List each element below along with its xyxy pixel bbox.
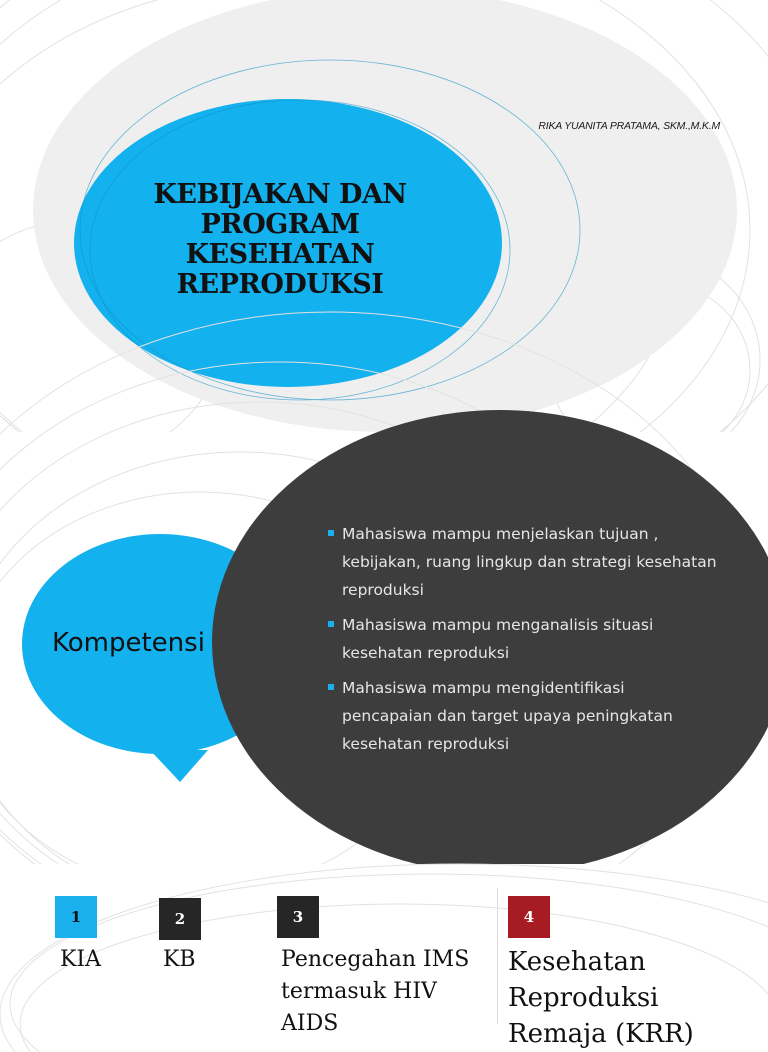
title-line: KEBIJAKAN DAN [153,179,407,210]
title-line: KESEHATAN [185,239,375,270]
competency-heading: Kompetensi [52,628,205,658]
competency-slide [0,432,768,864]
competency-list [328,520,718,765]
title-line: REPRODUKSI [176,269,384,300]
bullet-icon [328,530,334,536]
program-number-badge: 3 [277,896,319,938]
programs-slide [0,864,768,1049]
bullet-icon [328,684,334,690]
title-slide [0,0,768,432]
list-item: Mahasiswa mampu menjelaskan tujuan , kebijakan, ruang lingkup dan strategi kesehatan reproduksi [328,520,718,604]
presentation-title [120,180,440,300]
list-item: Mahasiswa mampu menganalisis situasi kesehatan reproduksi [328,611,718,667]
bullet-icon [328,621,334,627]
program-label: KIA [60,947,102,972]
program-number-badge: 1 [55,896,97,938]
list-item: Mahasiswa mampu mengidentifikasi pencapaian dan target upaya peningkatan kesehatan reproduksi [328,674,718,758]
title-line: PROGRAM [200,209,360,240]
program-number-badge: 2 [159,898,201,940]
program-label: KB [163,947,196,972]
program-number-badge: 4 [508,896,550,938]
divider [497,888,498,1024]
author-name: RIKA YUANITA PRATAMA, SKM.,M.K.M [538,120,720,132]
program-label: Pencegahan IMS termasuk HIV AIDS [281,947,470,1036]
speech-bubble-tail [150,750,208,782]
program-label: Kesehatan Reproduksi Remaja (KRR) [508,947,694,1049]
